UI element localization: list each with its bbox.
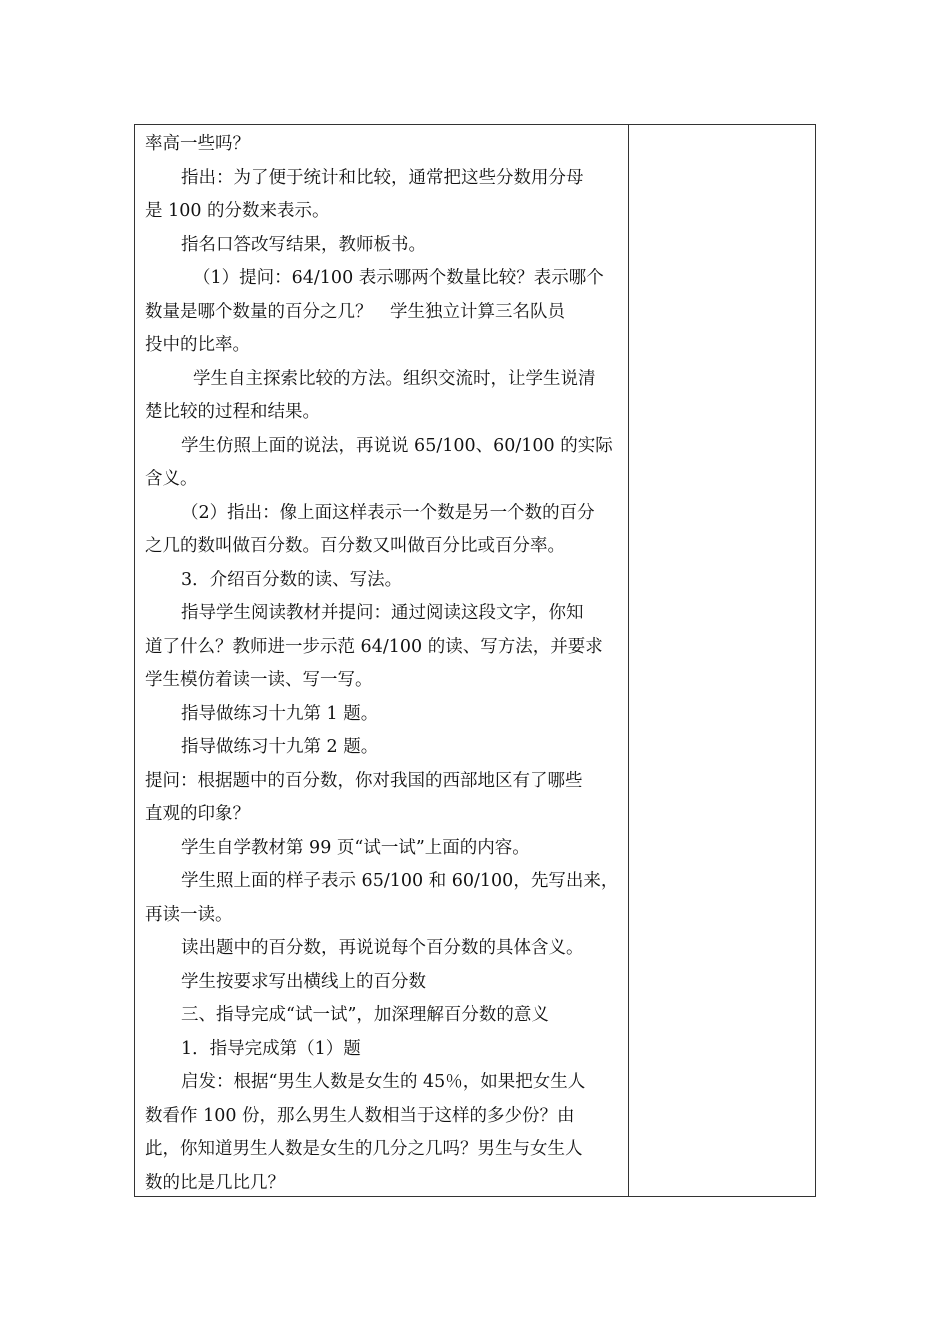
teaching-process-column: [135, 125, 629, 1196]
lesson-plan-table: [134, 124, 816, 1197]
text-line: 道了什么？教师进一步示范 64/100 的读、写方法，并要求: [145, 636, 603, 657]
text-line: 再读一读。: [145, 904, 233, 925]
text-line: 投中的比率。: [145, 335, 250, 355]
text-line: 三、指导完成“试一试”，加深理解百分数的意义: [181, 1005, 549, 1025]
text-line: 学生自学教材第 99 页“试一试”上面的内容。: [181, 837, 530, 858]
text-line: 3．介绍百分数的读、写法。: [181, 569, 403, 590]
text-line: 是 100 的分数来表示。: [145, 201, 330, 221]
text-line: 含义。: [145, 469, 198, 489]
text-line: 学生模仿着读一读、写一写。: [145, 670, 373, 690]
text-line: 学生仿照上面的说法，再说说 65/100、60/100 的实际: [181, 435, 613, 456]
text-line: 学生自主探索比较的方法。组织交流时，让学生说清: [193, 368, 596, 389]
text-line: 率高一些吗？: [145, 134, 250, 154]
notes-column: [629, 125, 815, 1196]
text-line: 学生照上面的样子表示 65/100 和 60/100，先写出来，: [181, 871, 619, 891]
text-line: 指导做练习十九第 2 题。: [181, 737, 379, 757]
text-line: 指导做练习十九第 1 题。: [181, 703, 379, 724]
text-line: 数的比是几比几？: [145, 1172, 285, 1193]
text-line: 提问：根据题中的百分数，你对我国的西部地区有了哪些: [145, 770, 583, 791]
text-line: 指导学生阅读教材并提问：通过阅读这段文字，你知: [181, 603, 584, 623]
text-line: 数看作 100 份，那么男生人数相当于这样的多少份？由: [145, 1105, 575, 1126]
text-line: 读出题中的百分数，再说说每个百分数的具体含义。: [181, 938, 584, 958]
text-line: 楚比较的过程和结果。: [145, 402, 320, 422]
text-line: 此，你知道男生人数是女生的几分之几吗？男生与女生人: [145, 1139, 583, 1159]
text-line: 之几的数叫做百分数。百分数又叫做百分比或百分率。: [145, 536, 565, 556]
text-line: 指名口答改写结果，教师板书。: [181, 234, 426, 255]
text-line: 1．指导完成第（1）题: [181, 1038, 361, 1059]
text-line: （2）指出：像上面这样表示一个数是另一个数的百分: [181, 502, 595, 523]
text-line: （1）提问：64/100 表示哪两个数量比较？表示哪个: [193, 268, 604, 288]
text-line: 数量是哪个数量的百分之几？ 学生独立计算三名队员: [145, 301, 565, 322]
text-line: 直观的印象？: [145, 804, 250, 824]
text-line: 学生按要求写出横线上的百分数: [181, 971, 426, 992]
text-line: 启发：根据“男生人数是女生的 45％，如果把女生人: [181, 1072, 586, 1092]
text-line: 指出：为了便于统计和比较，通常把这些分数用分母: [181, 167, 584, 188]
